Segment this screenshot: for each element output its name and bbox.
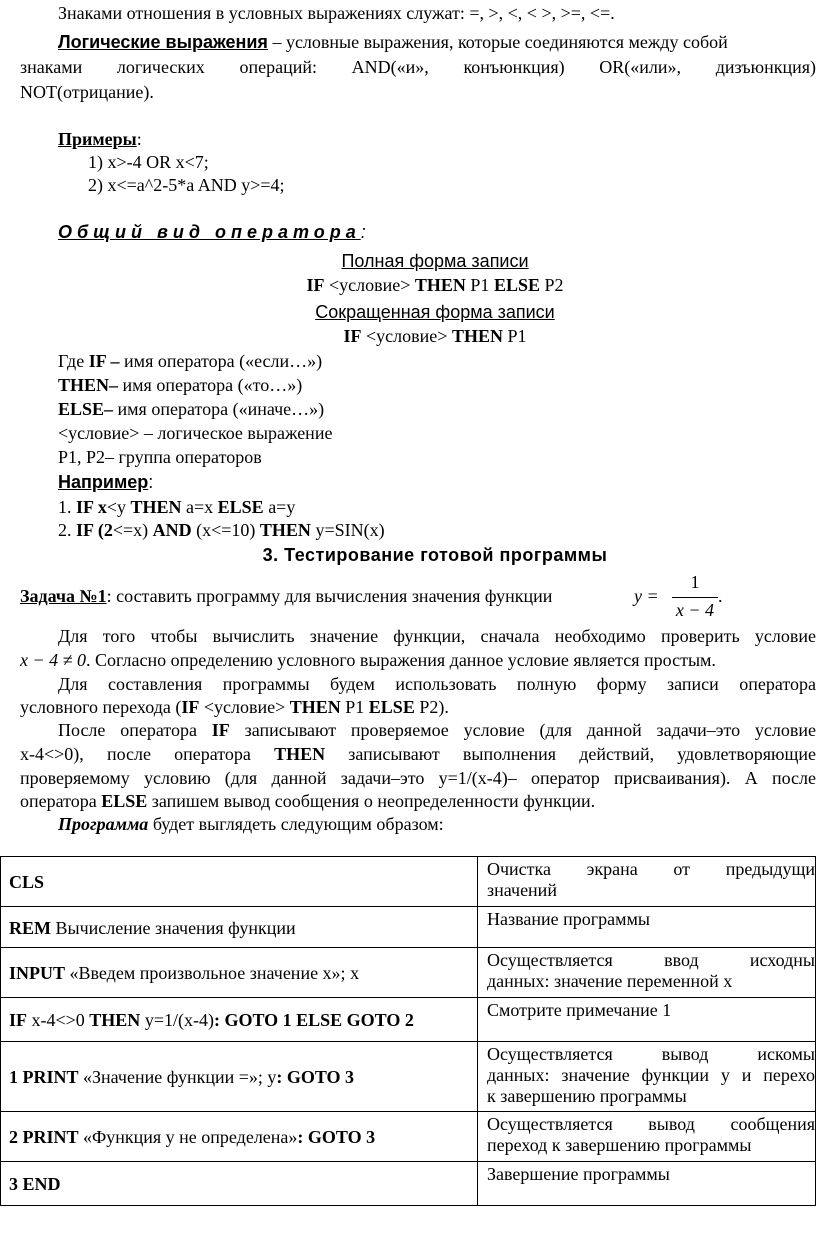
for-example-heading: Например: bbox=[58, 472, 154, 492]
para2-line1: Для составления программы будем использовать полную форму записи оператора bbox=[58, 674, 816, 694]
example-item-2: 2) x<=a^2-5*a AND y>=4; bbox=[88, 175, 285, 195]
full-form-syntax: IF <условие> THEN P1 ELSE P2 bbox=[306, 275, 564, 295]
para1-line1: Для того чтобы вычислить значение функции, сначала необходимо проверить условие bbox=[58, 626, 816, 646]
general-form-heading: Общий вид оператора: bbox=[58, 222, 371, 242]
para1-cond: x − 4 ≠ 0 bbox=[20, 650, 87, 670]
logic-def-line2: знаками логических операций: AND(«и», конъюнкция) OR(«или», дизъюнкция) bbox=[20, 57, 816, 77]
definition-else: ELSE– имя оператора («иначе…») bbox=[58, 399, 325, 419]
short-form-title: Сокращенная форма записи bbox=[315, 302, 555, 322]
task-text: : составить программу для вычисления значения функции bbox=[106, 586, 553, 606]
code-cell: 1 PRINT «Значение функции =»; y: GOTO 3 bbox=[1, 1042, 478, 1112]
para4: Программа будет выглядеть следующим образом: bbox=[58, 814, 444, 834]
code-cell: 2 PRINT «Функция y не определена»: GOTO 3 bbox=[1, 1112, 478, 1162]
formula-end: . bbox=[718, 586, 723, 606]
full-form-title: Полная форма записи bbox=[341, 251, 529, 271]
code-cell: 3 END bbox=[1, 1162, 478, 1206]
para3-line2: x-4<>0), после оператора THEN записывают выполнения действий, удовлетворяющие bbox=[20, 744, 816, 764]
logic-def-line3: NOT(отрицание). bbox=[20, 82, 154, 102]
formula-lhs: y = bbox=[634, 586, 659, 606]
table-row bbox=[1, 907, 816, 948]
code-cell: REM Вычисление значения функции bbox=[1, 907, 478, 948]
para1-line2: x − 4 ≠ 0. Согласно определению условного выражения данное условие является простым. bbox=[20, 650, 716, 670]
para3-line4: оператора ELSE запишем вывод сообщения о неопределенности функции. bbox=[20, 791, 596, 811]
comment-cell: Осуществляется вывод сообщения переход к завершению программы bbox=[478, 1112, 816, 1162]
code-cell: IF x-4<>0 THEN y=1/(x-4): GOTO 1 ELSE GOTO 2 bbox=[1, 998, 478, 1042]
short-form-syntax: IF <условие> THEN P1 bbox=[343, 326, 527, 346]
table-row bbox=[1, 1162, 816, 1206]
logic-def-line1 bbox=[58, 32, 728, 53]
comment-cell: Завершение программы bbox=[478, 1162, 816, 1206]
comment-cell: Название программы bbox=[478, 907, 816, 948]
definition-condition: <условие> – логическое выражение bbox=[58, 423, 333, 443]
table-row bbox=[1, 998, 816, 1042]
logic-def-term: Логические выражения bbox=[58, 32, 268, 52]
definition-if: Где IF – имя оператора («если…») bbox=[58, 351, 323, 371]
table-row bbox=[1, 948, 816, 998]
intro-line: Знаками отношения в условных выражениях служат: =, >, <, < >, >=, <=. bbox=[58, 3, 615, 23]
example-item-1: 1) x>-4 OR x<7; bbox=[88, 152, 209, 172]
formula-numerator: 1 bbox=[690, 572, 700, 592]
for-example-item-1: 1. IF x<y THEN a=x ELSE a=y bbox=[58, 497, 296, 517]
para3-line1: После оператора IF записывают проверяемое условие (для данной задачи–это условие bbox=[58, 720, 816, 740]
fraction-bar bbox=[672, 597, 718, 598]
program-table bbox=[0, 856, 816, 1206]
table-row bbox=[1, 857, 816, 907]
table-row bbox=[1, 1042, 816, 1112]
task-label: Задача №1 bbox=[20, 586, 107, 606]
logic-def-rest: – условные выражения, которые соединяются между собой bbox=[267, 32, 728, 52]
table-row bbox=[1, 1112, 816, 1162]
definition-p1p2: P1, P2– группа операторов bbox=[58, 447, 262, 467]
code-cell: INPUT «Введем произвольное значение x»; x bbox=[1, 948, 478, 998]
para3-line3: проверяемому условию (для данной задачи–это y=1/(x-4)– оператор присваивания). А после bbox=[20, 768, 816, 788]
comment-cell: Осуществляется ввод исходны данных: значение переменной x bbox=[478, 948, 816, 998]
examples-heading: Примеры: bbox=[58, 129, 142, 149]
comment-cell: Очистка экрана от предыдущи значений bbox=[478, 857, 816, 907]
definition-then: THEN– имя оператора («то…») bbox=[58, 375, 303, 395]
formula-denominator: x − 4 bbox=[675, 600, 715, 620]
comment-cell: Смотрите примечание 1 bbox=[478, 998, 816, 1042]
para2-line2: условного перехода (IF <условие> THEN P1 ELSE P2). bbox=[20, 697, 449, 717]
section-3-heading: 3. Тестирование готовой программы bbox=[262, 545, 608, 565]
comment-cell: Осуществляется вывод искомы данных: значение функции y и перехо к завершению программы bbox=[478, 1042, 816, 1112]
task-line bbox=[20, 586, 552, 607]
for-example-item-2: 2. IF (2<=x) AND (x<=10) THEN y=SIN(x) bbox=[58, 520, 385, 540]
code-cell: CLS bbox=[1, 857, 478, 907]
